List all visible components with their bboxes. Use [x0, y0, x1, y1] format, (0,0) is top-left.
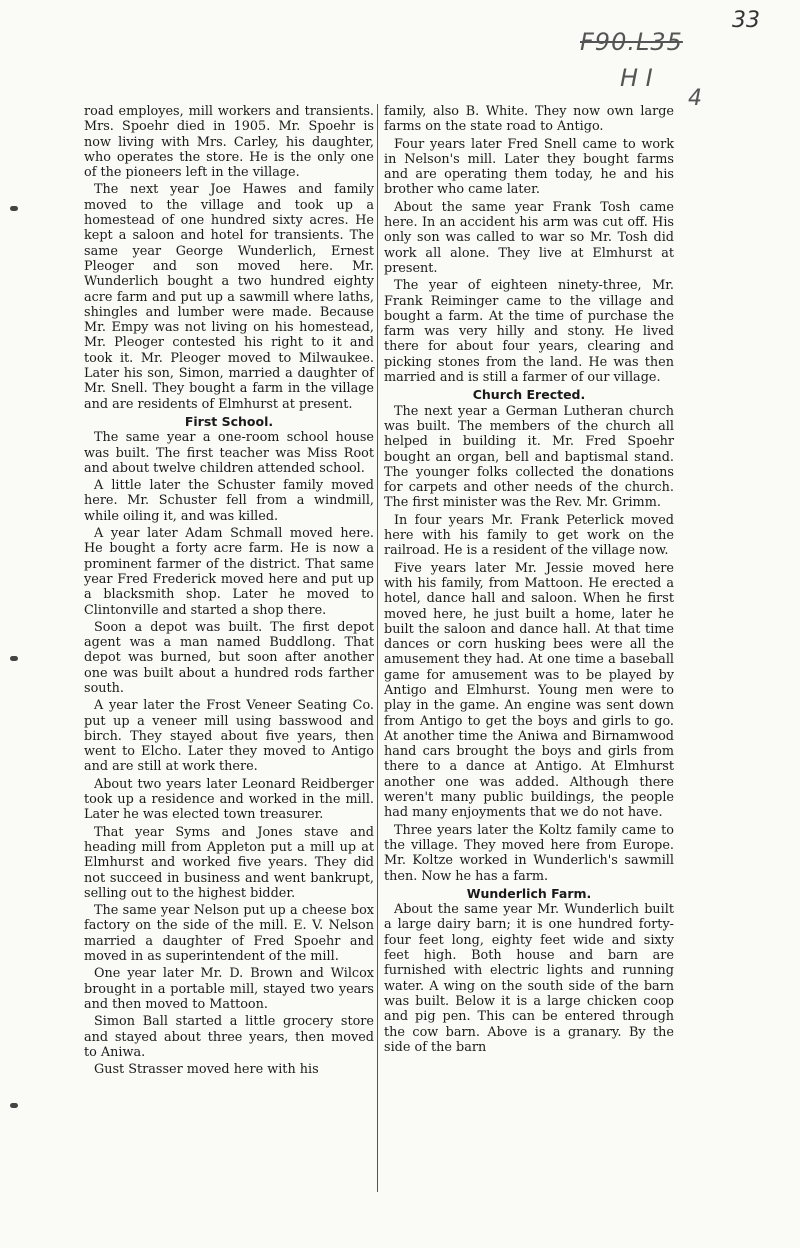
- paragraph: A year later Adam Schmall moved here. He bought a forty acre farm. He is now a prominent farmer of the district. That same year Fred Frederick moved here and put up a blacksmith shop. Later he moved to Clintonville and started a shop there.: [84, 526, 374, 618]
- punch-hole-mark: [10, 206, 18, 211]
- paragraph: The next year Joe Hawes and family moved to the village and took up a homestead of one hundred sixty acres. He kept a saloon and hotel for transients. The same year George Wunderlich, Ernest Pleoger and son moved here. Mr. Wunderlich bought a two hundred eighty acre farm and put up a sawmill where laths, shingles and lumber were made. Because Mr. Empy was not living on his homestead, Mr. Pleoger contested his right to it and took it. Mr. Pleoger moved to Milwaukee. Later his son, Simon, married a daughter of Mr. Snell. They bought a farm in the village and are residents of Elmhurst at present.: [84, 182, 374, 412]
- punch-hole-mark: [10, 1103, 18, 1108]
- column-divider: [377, 104, 378, 1192]
- handwritten-catalog-code: F90.L35: [580, 28, 683, 56]
- paragraph: In four years Mr. Frank Peterlick moved here with his family to get work on the railroad. He is a resident of the village now.: [384, 512, 674, 559]
- handwritten-mark: H I: [620, 64, 653, 92]
- paragraph: That year Syms and Jones stave and heading mill from Appleton put a mill up at Elmhurst and worked five years. They did not succeed in business and went bankrupt, selling out to the highest bidder.: [84, 824, 374, 901]
- paragraph: A year later the Frost Veneer Seating Co. put up a veneer mill using basswood and birch. They stayed about five years, then went to Elcho. Later they moved to Antigo and are still at work there.: [84, 698, 374, 775]
- paragraph: About the same year Mr. Wunderlich built a large dairy barn; it is one hundred forty-four feet long, eighty feet wide and sixty feet high. Both house and barn are furnished with electric lights and running water. A wing on the south side of the barn was built. Below it is a large chicken coop and pig pen. This can be entered through the cow barn. Above is a granary. By the side of the barn: [384, 902, 674, 1055]
- paragraph: One year later Mr. D. Brown and Wilcox brought in a portable mill, stayed two years and then moved to Mattoon.: [84, 966, 374, 1012]
- paragraph: A little later the Schuster family moved here. Mr. Schuster fell from a windmill, while oiling it, and was killed.: [84, 478, 374, 524]
- section-heading: Church Erected.: [472, 387, 586, 403]
- article-right-column: [384, 104, 674, 1057]
- paragraph: Simon Ball started a little grocery store and stayed about three years, then moved to Aniwa.: [84, 1014, 374, 1060]
- paragraph: Four years later Fred Snell came to work in Nelson's mill. Later they bought farms and are operating them today, he and his brother who came later.: [384, 136, 674, 198]
- paragraph: road employes, mill workers and transients. Mrs. Spoehr died in 1905. Mr. Spoehr is now living with Mrs. Carley, his daughter, who operates the store. He is the only one of the pioneers left in the village.: [84, 104, 374, 181]
- section-heading: First School.: [184, 413, 274, 429]
- paragraph: Three years later the Koltz family came to the village. They moved here from Europe. Mr. Koltze worked in Wunderlich's sawmill then. Now he has a farm.: [384, 822, 674, 884]
- paragraph: Gust Strasser moved here with his: [94, 1062, 319, 1078]
- paragraph: Five years later Mr. Jessie moved here with his family, from Mattoon. He erected a hotel, dance hall and saloon. When he first moved here, he just built a home, later he built the saloon and dance hall. At that time dances or corn husking bees were all the amusement they had. At one time a baseball game for amusement was to be played by Antigo and Elmhurst. Young men were to play in the game. An engine was sent down from Antigo to get the boys and girls to go. At another time the Aniwa and Birnamwood hand cars brought the boys and girls from there to a dance at Antigo. At Elmhurst another one was added. Although there weren't many public buildings, the people had many enjoyments that we do not have.: [384, 560, 674, 821]
- paragraph: The same year a one-room school house was built. The first teacher was Miss Root and about twelve children attended school.: [84, 430, 374, 476]
- paragraph: Soon a depot was built. The first depot agent was a man named Buddlong. That depot was burned, but soon after another one was built about a hundred rods farther south.: [84, 619, 374, 696]
- paragraph: The same year Nelson put up a cheese box factory on the side of the mill. E. V. Nelson married a daughter of Fred Spoehr and moved in as superintendent of the mill.: [84, 903, 374, 965]
- article-left-column: [84, 104, 374, 1079]
- page-number: 33: [732, 8, 760, 33]
- punch-hole-mark: [10, 656, 18, 661]
- paragraph: About the same year Frank Tosh came here. In an accident his arm was cut off. His only son was called to war so Mr. Tosh did work all alone. They live at Elmhurst at present.: [384, 199, 674, 276]
- paragraph: The year of eighteen ninety-three, Mr. Frank Reiminger came to the village and bought a farm. At the time of purchase the farm was very hilly and stony. He lived there for about four years, clearing and picking stones from the land. He was then married and is still a farmer of our village.: [384, 278, 674, 386]
- handwritten-number: 4: [688, 86, 702, 111]
- section-heading: Wunderlich Farm.: [466, 885, 592, 901]
- paragraph: family, also B. White. They now own large farms on the state road to Antigo.: [384, 104, 674, 135]
- paragraph: About two years later Leonard Reidberger took up a residence and worked in the mill. Later he was elected town treasurer.: [84, 776, 374, 823]
- paragraph: The next year a German Lutheran church was built. The members of the church all helped in building it. Mr. Fred Spoehr bought an organ, bell and baptismal stand. The younger folks collected the donations for carpets and other needs of the church. The first minister was the Rev. Mr. Grimm.: [384, 403, 674, 511]
